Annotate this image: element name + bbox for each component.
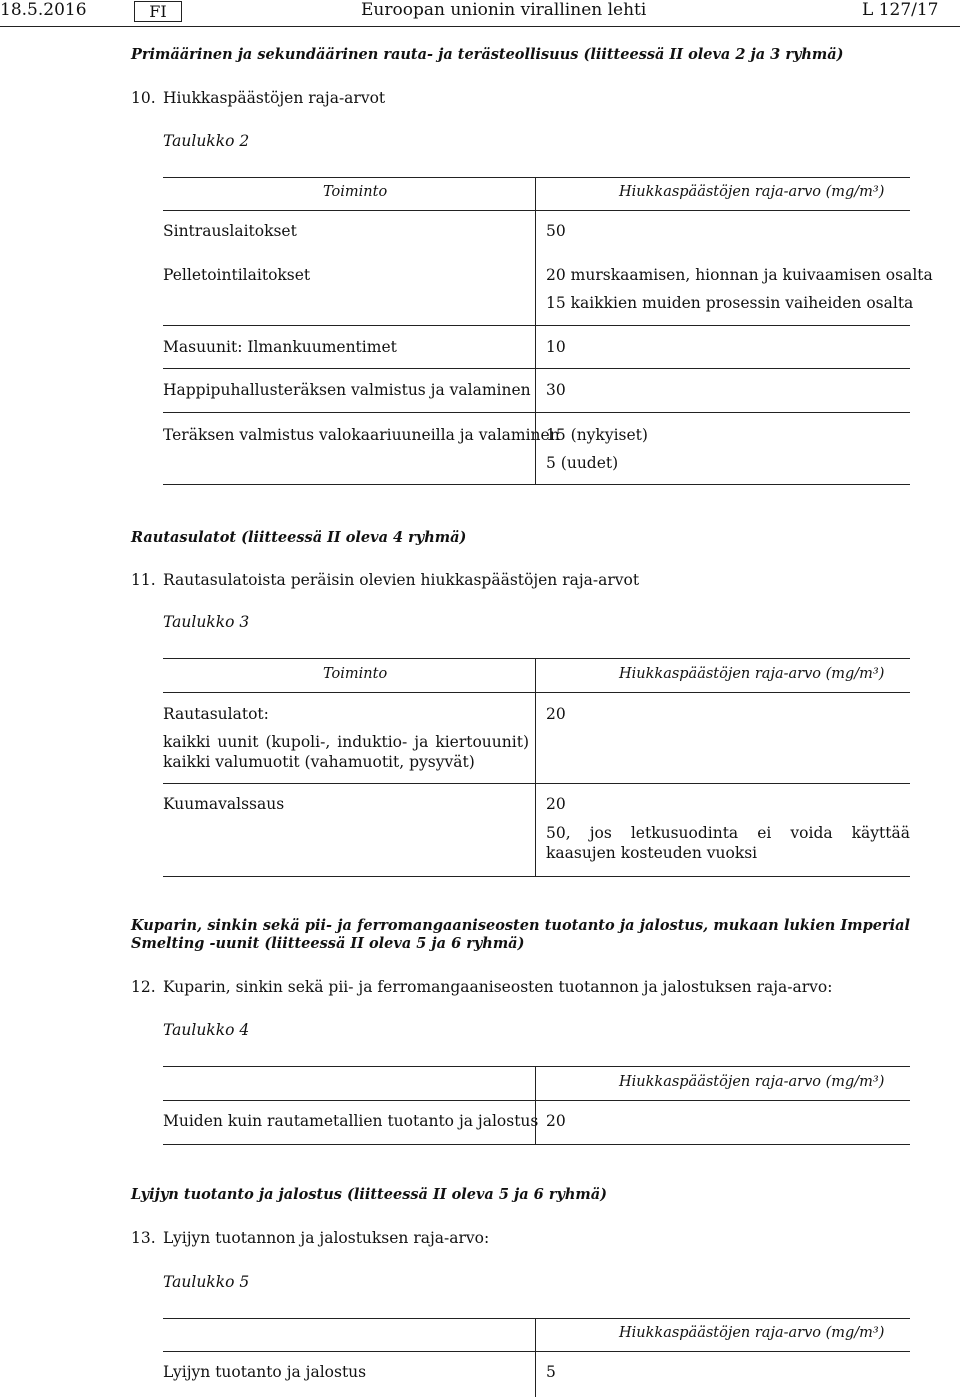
table-cell-value: 50 [546, 222, 566, 240]
column-header-limit: Hiukkaspäästöjen raja-arvo (mg/m³) [619, 184, 885, 200]
table-cell-value: 15 kaikkien muiden prosessin vaiheiden osalta [546, 294, 914, 312]
table-cell-activity: Lyijyn tuotanto ja jalostus [163, 1363, 367, 1381]
table-rule [163, 1351, 910, 1352]
item-number: 13. [131, 1229, 156, 1247]
table-rule [163, 1318, 910, 1319]
item-number: 10. [131, 89, 156, 107]
table-label: Taulukko 5 [163, 1273, 250, 1291]
table-cell-value: 20 [546, 1112, 566, 1130]
section-heading: Kuparin, sinkin sekä pii- ja ferromangaaniseosten tuotanto ja jalostus, mukaan lukien Imperial Smelting -uunit (liitteessä II oleva 5 ja 6 ryhmä) [131, 917, 910, 952]
column-header-activity: Toiminto [323, 666, 388, 682]
header-date: 18.5.2016 [0, 0, 87, 20]
table-cell-value: 20 murskaamisen, hionnan ja kuivaamisen osalta [546, 266, 933, 284]
table-rule [163, 783, 910, 784]
table-cell-activity-detail: kaikki uunit (kupoli-, induktio- ja kiertouunit) kaikki valumuotit (vahamuotit, pysyvät) [163, 733, 529, 771]
table-cell-activity: Muiden kuin rautametallien tuotanto ja jalostus [163, 1112, 539, 1130]
section-heading: Lyijyn tuotanto ja jalostus (liitteessä II oleva 5 ja 6 ryhmä) [131, 1186, 608, 1203]
table-rule [163, 484, 910, 485]
table-cell-activity: Rautasulatot: [163, 705, 269, 723]
language-badge: FI [134, 1, 182, 22]
table-cell-activity: Kuumavalssaus [163, 795, 285, 813]
table-rule [163, 658, 910, 659]
column-header-limit: Hiukkaspäästöjen raja-arvo (mg/m³) [619, 1074, 885, 1090]
table-rule [163, 412, 910, 413]
table-rule [163, 692, 910, 693]
table-cell-value: 20 [546, 795, 566, 813]
table-column-divider [535, 177, 536, 484]
table-rule [163, 876, 910, 877]
table-cell-activity: Teräksen valmistus valokaariuuneilla ja valaminen [163, 426, 560, 444]
item-number: 11. [131, 571, 156, 589]
table-cell-value: 15 (nykyiset) [546, 426, 648, 444]
journal-title: Euroopan unionin virallinen lehti [361, 0, 647, 20]
table-rule [163, 177, 910, 178]
column-header-activity: Toiminto [323, 184, 388, 200]
page-number: L 127/17 [862, 0, 939, 20]
item-title: Kuparin, sinkin sekä pii- ja ferromangaaniseosten tuotannon ja jalostuksen raja-arvo: [163, 978, 833, 996]
section-heading: Rautasulatot (liitteessä II oleva 4 ryhmä) [131, 529, 467, 546]
item-number: 12. [131, 978, 156, 996]
table-cell-value: 5 (uudet) [546, 454, 619, 472]
item-title: Lyijyn tuotannon ja jalostuksen raja-arvo: [163, 1229, 490, 1247]
header-rule [0, 26, 960, 27]
table-cell-value: 50, jos letkusuodinta ei voida käyttää kaasujen kosteuden vuoksi [546, 824, 910, 862]
section-heading: Primäärinen ja sekundäärinen rauta- ja terästeollisuus (liitteessä II oleva 2 ja 3 ryhmä) [131, 46, 844, 63]
item-title: Hiukkaspäästöjen raja-arvot [163, 89, 386, 107]
table-rule [163, 1066, 910, 1067]
table-label: Taulukko 3 [163, 613, 250, 631]
table-cell-value: 30 [546, 381, 566, 399]
table-rule [163, 210, 910, 211]
table-label: Taulukko 2 [163, 132, 250, 150]
item-title: Rautasulatoista peräisin olevien hiukkaspäästöjen raja-arvot [163, 571, 640, 589]
table-rule [163, 1100, 910, 1101]
table-cell-value: 10 [546, 338, 566, 356]
table-cell-activity: Sintrauslaitokset [163, 222, 297, 240]
table-rule [163, 325, 910, 326]
table-cell-activity: Pelletointilaitokset [163, 266, 311, 284]
table-cell-value: 20 [546, 705, 566, 723]
table-label: Taulukko 4 [163, 1021, 250, 1039]
column-header-limit: Hiukkaspäästöjen raja-arvo (mg/m³) [619, 666, 885, 682]
table-rule [163, 1144, 910, 1145]
table-column-divider [535, 1066, 536, 1144]
column-header-limit: Hiukkaspäästöjen raja-arvo (mg/m³) [619, 1325, 885, 1341]
table-column-divider [535, 658, 536, 876]
table-rule [163, 368, 910, 369]
table-cell-activity: Happipuhallusteräksen valmistus ja valaminen [163, 381, 531, 399]
table-column-divider [535, 1318, 536, 1397]
table-cell-activity: Masuunit: Ilmankuumentimet [163, 338, 397, 356]
table-cell-value: 5 [546, 1363, 556, 1381]
